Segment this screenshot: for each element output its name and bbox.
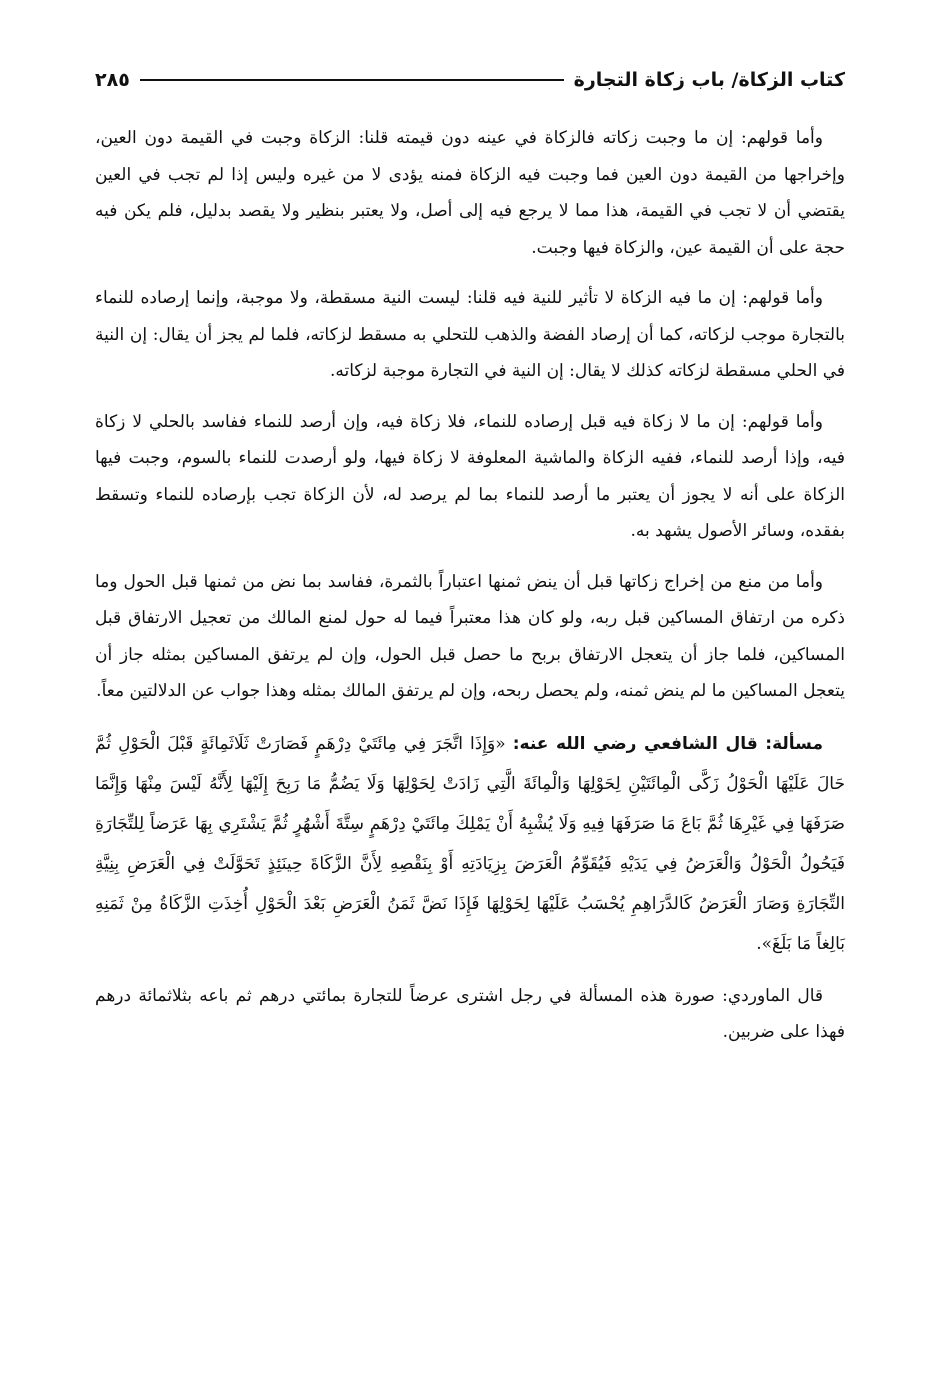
mas-ala-quote: «وَإِذَا اتَّجَرَ فِي مِائَتَيْ دِرْهَمٍ فَصَارَتْ ثَلَاثَمِائَةٍ قَبْلَ الْحَوْلِ ثُمَّ حَالَ عَلَيْهَا الْحَوْلُ زَكَّى الْمِائَتَيْنِ لِحَوْلِهَا وَالْمِائَةَ الَّتِي زَادَتْ لِحَوْلِهَا وَلَا يَضُمُّ مَا رَبِحَ إِلَيْهَا لِأَنَّهُ لَيْسَ مِنْهَا وَإِنَّمَا صَرَفَهَا فِي غَيْرِهَا ثُمَّ بَاعَ مَا صَرَفَهَا فِيهِ وَلَا يُشْبِهُ أَنْ يَمْلِكَ مِائَتَيْ دِرْهَمٍ سِتَّةَ أَشْهُرٍ ثُمَّ يَشْتَرِي بِهَا عَرَضاً لِلتِّجَارَةِ فَيَحُولُ الْحَوْلُ وَالْعَرَضُ فِي يَدَيْهِ فَيُقَوِّمُ الْعَرَضَ بِزِيَادَتِهِ أَوْ بِنَقْصِهِ لِأَنَّ الزَّكَاةَ حِينَئِذٍ تَحَوَّلَتْ فِي الْعَرَضِ بِنِيَّةِ التِّجَارَةِ وَصَارَ الْعَرَضُ كَالدَّرَاهِمِ يُحْسَبُ عَلَيْهَا لِحَوْلِهَا فَإِذَا نَضَّ ثَمَنُ الْعَرَضِ بَعْدَ الْحَوْلِ أُخِذَتِ الزَّكَاةُ مِنْ ثَمَنِهِ بَالِغاً مَا بَلَغَ». bbox=[95, 733, 845, 954]
mas-ala-lead: مسألة: قال الشافعي رضي الله عنه: bbox=[512, 733, 823, 754]
paragraph-qimah: وأما قولهم: إن ما وجبت زكاته فالزكاة في عينه دون قيمته قلنا: الزكاة وجبت في القيمة دون العين، وإخراجها من القيمة دون العين فما وجبت فيه الزكاة فمنه يؤدى لا من غيره وليس إذا لم تجب في العين يقتضي أن لا تجب في القيمة، هذا مما لا يرجع فيه إلى أصل، ولا يعتبر بنظير ولا يقصد بدليل، فلم يكن فيه حجة على أن القيمة عين، والزكاة فيها وجبت. bbox=[95, 128, 845, 258]
chapter-title: كتاب الزكاة/ باب زكاة التجارة bbox=[573, 69, 845, 91]
paragraph-mawardi: قال الماوردي: صورة هذه المسألة في رجل اشترى عرضاً للتجارة بمائتي درهم ثم باعه بثلاثمائة درهم فهذا على ضربين. bbox=[95, 985, 845, 1042]
body-text bbox=[95, 120, 845, 1065]
paragraph-irsad: وأما قولهم: إن ما لا زكاة فيه قبل إرصاده للنماء، فلا زكاة فيه، وإن أرصد للنماء ففاسد بالحلي لا زكاة فيه، وإذا أرصد للنماء، ففيه الزكاة والماشية المعلوفة لا زكاة فيها، ولو أرصدت للنماء بالسوم، وجبت فيها الزكاة على أنه لا يجوز أن يعتبر ما أرصد للنماء بما لم يرصد له، لأن الزكاة تجب بإرصاده للنماء وتسقط بفقده، وسائر الأصول يشهد به. bbox=[95, 411, 845, 541]
page-number: ٢٨٥ bbox=[95, 69, 130, 91]
mas-ala-paragraph bbox=[95, 724, 845, 964]
paragraph-niyyah: وأما قولهم: إن ما فيه الزكاة لا تأثير للنية فيه قلنا: ليست النية مسقطة، ولا موجبة، وإنما إرصاده للنماء بالتجارة موجب لزكاته، كما أن إرصاد الفضة والذهب للتحلي به مسقط لزكاته، فلما لم يجز أن يقال: إن النية في الحلي مسقطة لزكاته كذلك لا يقال: إن النية في التجارة موجبة لزكاته. bbox=[95, 288, 845, 381]
paragraph-thamarah: وأما من منع من إخراج زكاتها قبل أن ينض ثمنها اعتباراً بالثمرة، ففاسد بما نض من ثمنها قبل الحول وما ذكره من ارتفاق المساكين قبل ربه، ولو كان هذا معتبراً فيما له حول لمنع المالك من تعجيل الارتفاق قبل المساكين، فلما جاز أن يتعجل الارتفاق بربح ما حصل قبل الحول، وإن لم يرتفق المساكين بمثله جاز أن يتعجل المساكين ما لم ينض ثمنه، ولم يحصل ربحه، وإن لم يرتفق المالك بمثله وهذا جواب عن الدلالتين معاً. bbox=[95, 571, 845, 701]
header-rule bbox=[140, 79, 564, 81]
running-header bbox=[95, 62, 845, 98]
